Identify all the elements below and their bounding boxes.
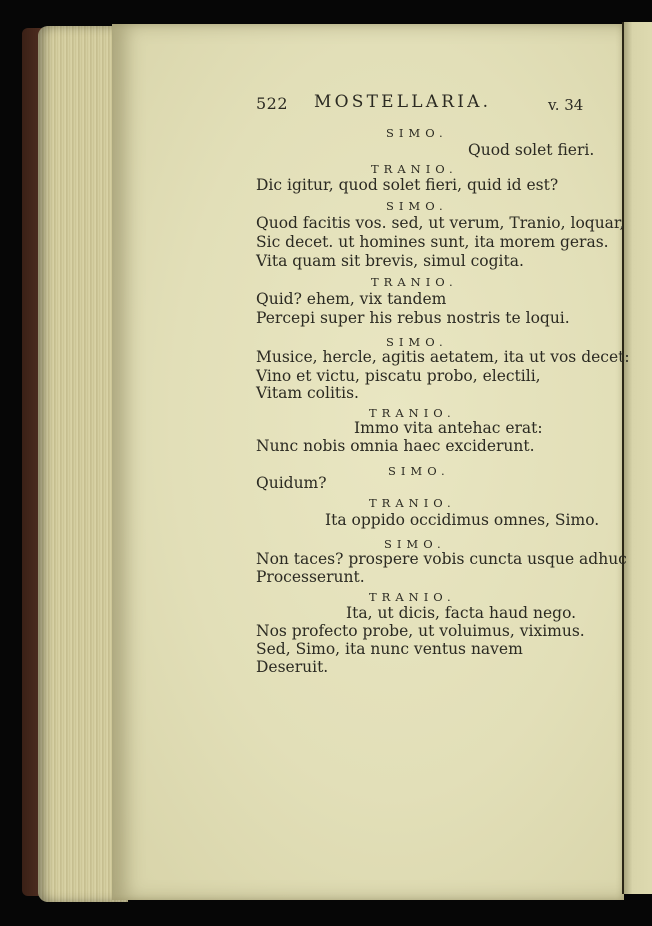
- verse-line: Vino et victu, piscatu probo, electili,: [256, 367, 541, 385]
- verse-line: Sic decet. ut homines sunt, ita morem geras.: [256, 233, 609, 251]
- verse-line: Quod solet fieri.: [468, 141, 595, 159]
- speaker-label: SIMO.: [386, 126, 448, 140]
- speaker-label: TRANIO.: [369, 406, 456, 420]
- speaker-label: TRANIO.: [369, 496, 456, 510]
- verse-line: Nos profecto probe, ut voluimus, viximus.: [256, 622, 585, 640]
- verse-line: Ita oppido occidimus omnes, Simo.: [325, 511, 600, 529]
- verse-line: Immo vita antehac erat:: [354, 419, 543, 437]
- verse-line: Percepi super his rebus nostris te loqui.: [256, 309, 570, 327]
- verse-line: Musice, hercle, agitis aetatem, ita ut vos decet:: [256, 348, 630, 366]
- verse-line: Quidum?: [256, 474, 327, 492]
- verse-line: Vitam colitis.: [256, 384, 359, 402]
- facing-page-edge: [624, 22, 652, 894]
- speaker-label: TRANIO.: [371, 162, 458, 176]
- speaker-label: SIMO.: [388, 464, 450, 478]
- verse-line: Dic igitur, quod solet fieri, quid id est?: [256, 176, 559, 194]
- verse-line: Nunc nobis omnia haec exciderunt.: [256, 437, 535, 455]
- verse-line: Sed, Simo, ita nunc ventus navem: [256, 640, 523, 658]
- speaker-label: SIMO.: [384, 537, 446, 551]
- verse-line: Quod facitis vos. sed, ut verum, Tranio, loquar,: [256, 214, 625, 232]
- speaker-label: SIMO.: [386, 335, 448, 349]
- verse-line: Ita, ut dicis, facta haud nego.: [346, 604, 577, 622]
- page-number: 522: [256, 94, 289, 113]
- running-title: MOSTELLARIA.: [314, 92, 492, 112]
- line-reference: v. 34: [548, 96, 584, 114]
- verse-line: Vita quam sit brevis, simul cogita.: [256, 252, 524, 270]
- speaker-label: SIMO.: [386, 199, 448, 213]
- speaker-label: TRANIO.: [369, 590, 456, 604]
- verse-line: Processerunt.: [256, 568, 365, 586]
- verse-line: Quid? ehem, vix tandem: [256, 290, 447, 308]
- speaker-label: TRANIO.: [371, 275, 458, 289]
- verse-line: Deseruit.: [256, 658, 329, 676]
- verse-line: Non taces? prospere vobis cuncta usque adhuc: [256, 550, 627, 568]
